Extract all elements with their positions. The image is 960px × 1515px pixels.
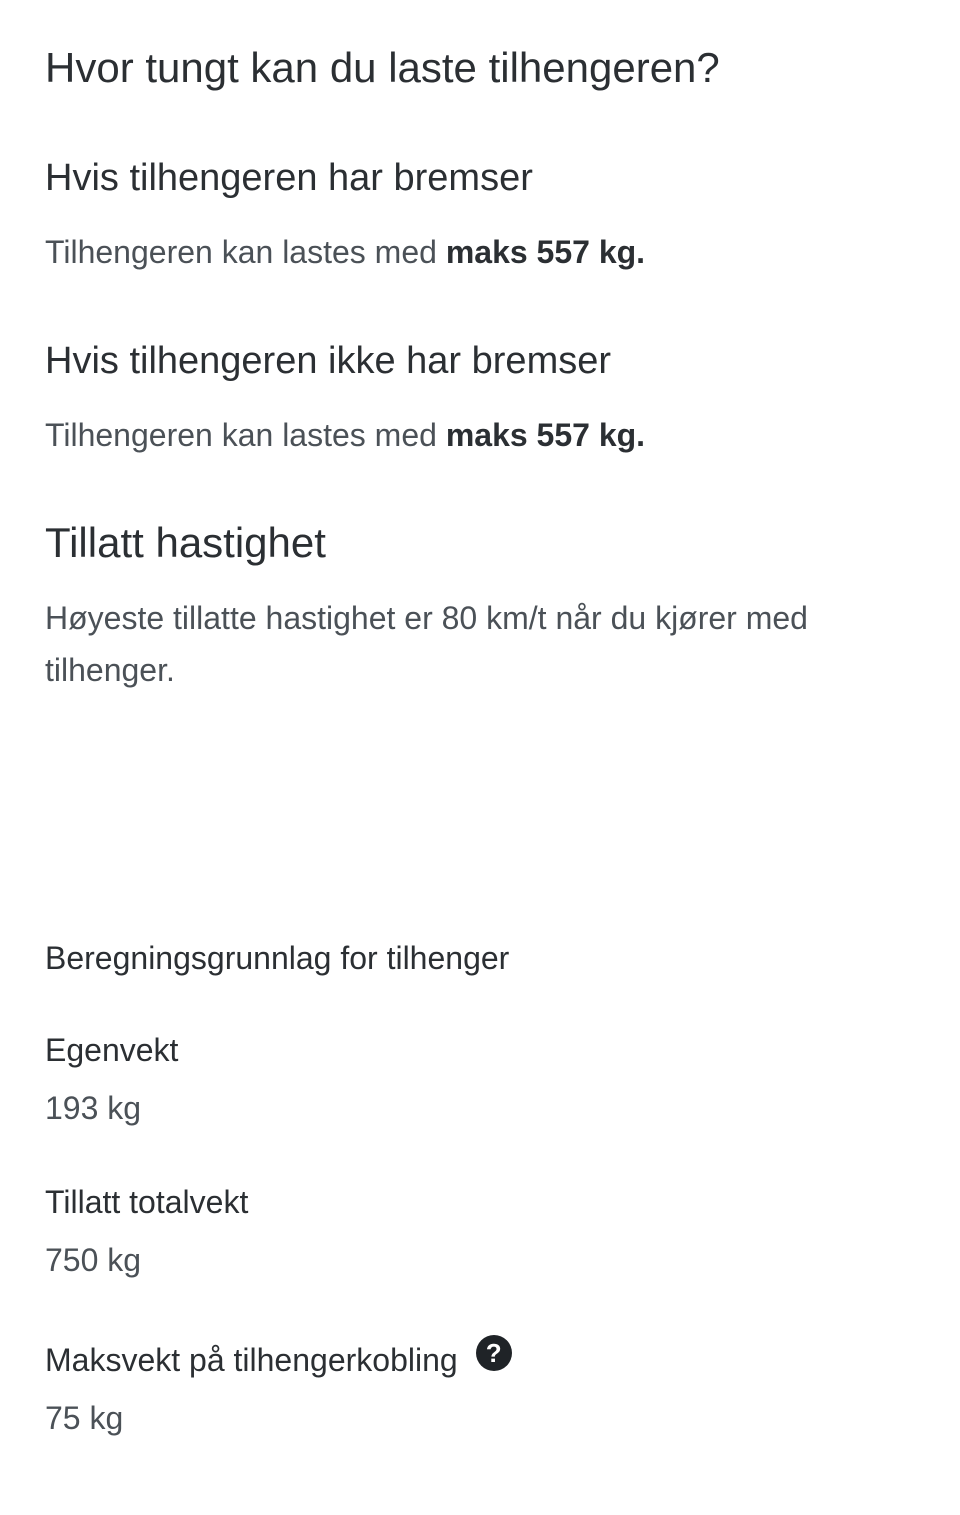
with-brakes-heading: Hvis tilhengeren har bremser: [45, 157, 533, 199]
coupling-weight-label: Maksvekt på tilhengerkobling: [45, 1342, 458, 1378]
page-title: Hvor tungt kan du laste tilhengeren?: [45, 44, 720, 91]
with-brakes-text-prefix: Tilhengeren kan lastes med: [45, 234, 446, 270]
help-icon[interactable]: ?: [476, 1335, 512, 1371]
coupling-weight-row: [45, 1339, 512, 1381]
without-brakes-max-load: maks 557 kg.: [445, 417, 646, 453]
with-brakes-max-load: maks 557 kg.: [445, 234, 646, 270]
curb-weight-value: 193 kg: [45, 1090, 142, 1126]
speed-heading: Tillatt hastighet: [45, 519, 326, 566]
curb-weight-label: Egenvekt: [45, 1032, 179, 1068]
without-brakes-heading: Hvis tilhengeren ikke har bremser: [45, 340, 612, 382]
coupling-weight-value: 75 kg: [45, 1400, 124, 1436]
speed-text: Høyeste tillatte hastighet er 80 km/t når du kjører med tilhenger.: [45, 600, 808, 688]
without-brakes-text-prefix: Tilhengeren kan lastes med: [45, 417, 446, 453]
with-brakes-text: [45, 226, 905, 278]
without-brakes-text: [45, 409, 905, 461]
total-weight-value: 750 kg: [45, 1242, 142, 1278]
total-weight-label: Tillatt totalvekt: [45, 1184, 249, 1220]
basis-heading: Beregningsgrunnlag for tilhenger: [45, 940, 510, 976]
